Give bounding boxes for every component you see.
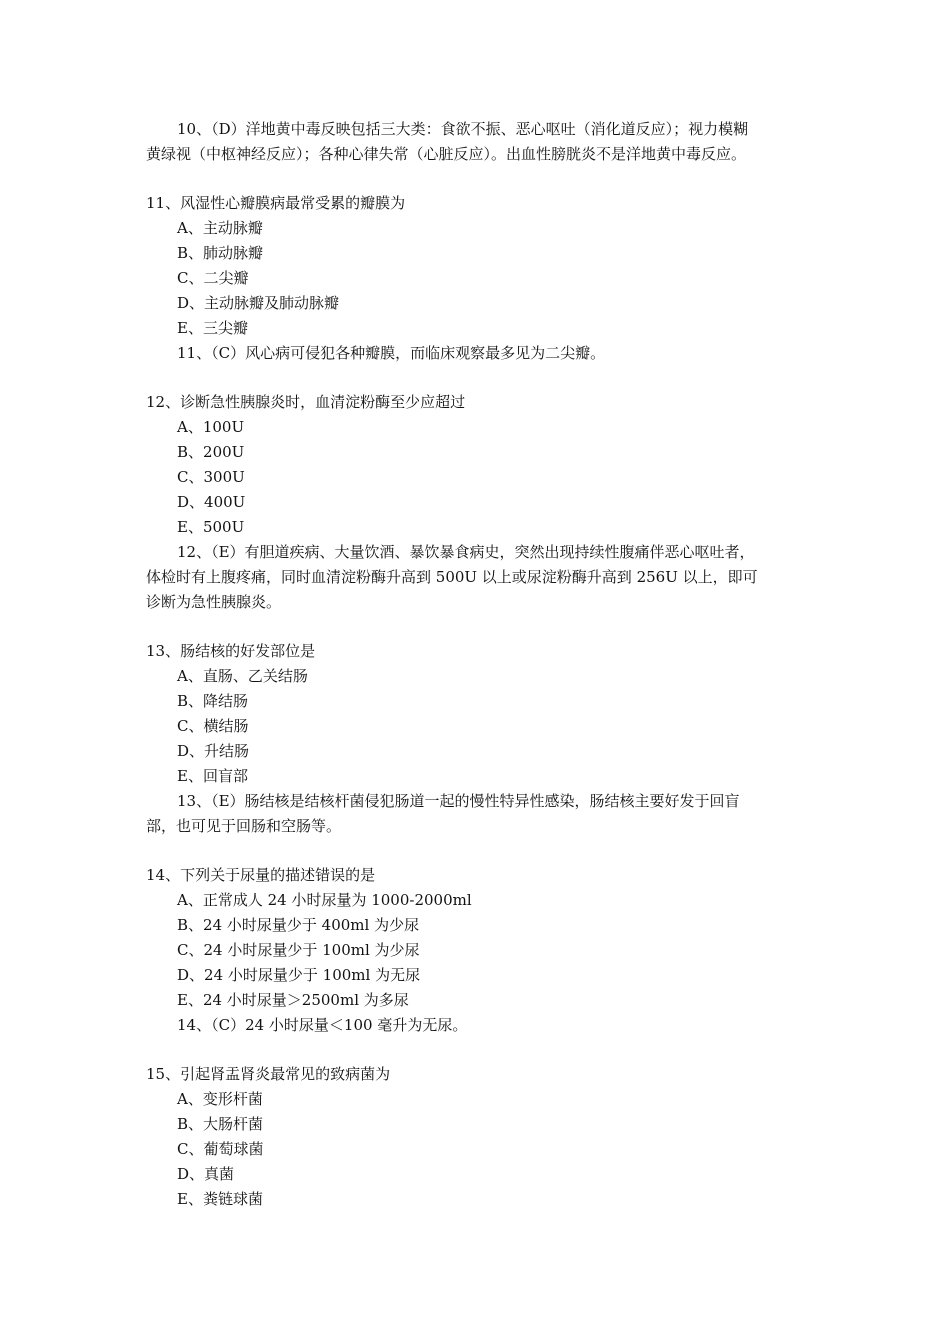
question-12-option-e: E、500U	[177, 518, 245, 536]
question-15-option-d: D、真菌	[177, 1165, 235, 1183]
question-13	[146, 639, 808, 839]
question-11-answer: 11、（C）风心病可侵犯各种瓣膜，而临床观察最多见为二尖瓣。	[177, 344, 606, 362]
answer-10-line-2: 黄绿视（中枢神经反应）；各种心律失常（心脏反应）。出血性膀胱炎不是洋地黄中毒反应。	[146, 145, 747, 163]
question-12-option-d: D、400U	[177, 493, 246, 511]
question-15-option-e: E、粪链球菌	[177, 1190, 263, 1208]
question-13-option-e: E、回盲部	[177, 767, 248, 785]
question-14-option-a: A、正常成人 24 小时尿量为 1000-2000ml	[177, 891, 472, 909]
question-11-option-b: B、肺动脉瓣	[177, 244, 264, 262]
question-13-option-d: D、升结肠	[177, 742, 250, 760]
question-15-option-c: C、葡萄球菌	[177, 1140, 264, 1158]
question-11-option-a: A、主动脉瓣	[177, 219, 263, 237]
question-12-answer-line-1: 12、（E）有胆道疾病、大量饮酒、暴饮暴食病史，突然出现持续性腹痛伴恶心呕吐者，	[177, 543, 755, 561]
question-15-stem: 15、引起肾盂肾炎最常见的致病菌为	[146, 1065, 391, 1083]
question-12-option-c: C、300U	[177, 468, 245, 486]
question-11	[146, 191, 808, 366]
question-14-option-e: E、24 小时尿量＞2500ml 为多尿	[177, 991, 409, 1009]
answer-10	[146, 117, 808, 167]
question-11-option-d: D、主动脉瓣及肺动脉瓣	[177, 294, 340, 312]
question-13-answer-line-1: 13、（E）肠结核是结核杆菌侵犯肠道一起的慢性特异性感染，肠结核主要好发于回盲	[177, 792, 740, 810]
question-15-option-a: A、变形杆菌	[177, 1090, 263, 1108]
question-13-stem: 13、肠结核的好发部位是	[146, 642, 316, 660]
question-12-option-b: B、200U	[177, 443, 245, 461]
question-13-option-c: C、横结肠	[177, 717, 249, 735]
question-13-answer-line-2: 部，也可见于回肠和空肠等。	[146, 817, 342, 835]
question-13-option-a: A、直肠、乙关结肠	[177, 667, 308, 685]
question-12	[146, 390, 808, 615]
question-15-option-b: B、大肠杆菌	[177, 1115, 264, 1133]
question-14-option-b: B、24 小时尿量少于 400ml 为少尿	[177, 916, 420, 934]
question-12-stem: 12、诊断急性胰腺炎时，血清淀粉酶至少应超过	[146, 393, 466, 411]
question-12-option-a: A、100U	[177, 418, 245, 436]
question-14	[146, 863, 808, 1038]
question-11-option-e: E、三尖瓣	[177, 319, 248, 337]
question-13-option-b: B、降结肠	[177, 692, 249, 710]
question-14-answer: 14、（C）24 小时尿量＜100 毫升为无尿。	[177, 1016, 468, 1034]
question-14-stem: 14、下列关于尿量的描述错误的是	[146, 866, 376, 884]
question-14-option-d: D、24 小时尿量少于 100ml 为无尿	[177, 966, 421, 984]
answer-10-line-1: 10、（D）洋地黄中毒反映包括三大类：食欲不振、恶心呕吐（消化道反应）；视力模糊	[177, 120, 749, 138]
question-12-answer-line-3: 诊断为急性胰腺炎。	[146, 593, 282, 611]
question-15	[146, 1062, 808, 1212]
question-14-option-c: C、24 小时尿量少于 100ml 为少尿	[177, 941, 420, 959]
document-page	[146, 117, 808, 1212]
question-11-stem: 11、风湿性心瓣膜病最常受累的瓣膜为	[146, 194, 406, 212]
question-12-answer-line-2: 体检时有上腹疼痛，同时血清淀粉酶升高到 500U 以上或尿淀粉酶升高到 256U 以上，即可	[146, 568, 758, 586]
question-11-option-c: C、二尖瓣	[177, 269, 249, 287]
